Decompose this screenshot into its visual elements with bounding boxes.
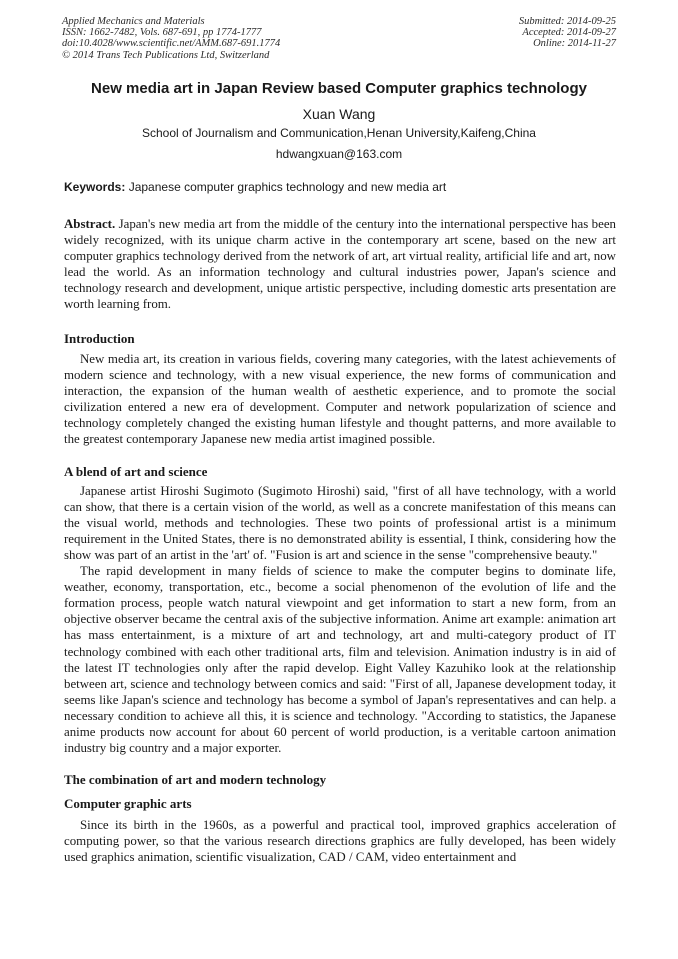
abstract-text: Japan's new media art from the middle of the century into the international perspective has been widely recognized, with its unique charm active in the contemporary art scene, based on the new art computer graphics technology derived from the network of art, art virtual reality, artificial life and art, now lead the world. As an information technology and cultural industries power, Japan's science and technology research and development, unique artistic perspective, including domestic arts presentation are worth learning from.: [64, 217, 616, 312]
paper-body: [64, 331, 616, 865]
author-name: Xuan Wang: [302, 106, 376, 122]
paper-title: New media art in Japan Review based Computer graphics technology: [91, 80, 587, 97]
submitted-date: Submitted: 2014-09-25: [518, 16, 616, 27]
author-affiliation: School of Journalism and Communication,Henan University,Kaifeng,China: [142, 126, 536, 140]
subsection-heading-computer-graphic-arts: Computer graphic arts: [64, 796, 192, 812]
blend-paragraph-1: Japanese artist Hiroshi Sugimoto (Sugimoto Hiroshi) said, "first of all have technology, with a world can show, that there is a certain vision of the world, as well as a concrete manifestation of this means can the visual world, methods and technologies. These two points of professional artist is a minimum requirement in the United States, there is no demonstrated ability is essential, I think, considering how the show was part of an artist in the 'art' of. "Fusion is art and science in the sense "comprehensive beauty.": [64, 483, 616, 562]
author-email: hdwangxuan@163.com: [275, 147, 403, 161]
journal-header: [62, 16, 616, 61]
publication-info: [62, 16, 280, 61]
dates-info: [519, 16, 616, 50]
journal-name: Applied Mechanics and Materials: [62, 16, 205, 27]
issn-line: ISSN: 1662-7482, Vols. 687-691, pp 1774-1777: [62, 27, 262, 39]
abstract: [64, 216, 616, 313]
online-date: Online: 2014-11-27: [533, 38, 616, 50]
copyright-line: © 2014 Trans Tech Publications Ltd, Switzerland: [62, 49, 270, 61]
keywords-text: Japanese computer graphics technology and new media art: [125, 180, 447, 194]
section-spacer: [64, 448, 616, 464]
intro-paragraph: New media art, its creation in various fields, covering many categories, with the latest achievements of modern science and technology, with a new visual experience, the new forms of communication and interaction, the expansion of the human wealth of aesthetic experience, and to promote the social civilization entered a new era of development. Computer and network popularization of science and technology completely changed the existing human lifestyle and thought patterns, and more available to the greatest contemporary Japanese new media artist imagined possible.: [64, 352, 616, 447]
section-heading-introduction: Introduction: [64, 331, 135, 346]
blend-paragraph-2: The rapid development in many fields of science to make the computer begins to dominate life, weather, economy, transportation, etc., become a social phenomenon of the evolution of life and the formation process, people watch natural viewpoint and get information to start a new form, from an objective observer became the central axis of the subjective information. Anime art example: animation art has mass entertainment, is a mixture of art and technology, art and multi-category product of IT technology combined with each other traditional arts, film and television. Animation industry is in aid of the latest IT technologies only after the rapid develop. Eight Valley Kazuhiko look at the relationship between art, science and technology between comics and said: "First of all, Japanese development today, it seems like Japan's science and technology has become a symbol of Japan's representatives and can help. a necessary condition to achieve all this, it is science and technology. "According to statistics, the Japanese anime products now account for about 60 percent of world production, is a veritable cartoon animation industry big country and a major exporter.: [64, 564, 616, 756]
section-heading-blend: A blend of art and science: [64, 463, 208, 479]
keywords: [64, 180, 616, 194]
cga-paragraph: Since its birth in the 1960s, as a powerful and practical tool, improved graphics acceleration of computing power, so that the various research directions graphics are fully developed, has been widely used graphics animation, scientific visualization, CAD / CAM, video entertainment and: [64, 818, 616, 865]
section-spacer: [64, 756, 616, 772]
keywords-label: Keywords:: [64, 180, 126, 194]
section-heading-combination: The combination of art and modern technology: [64, 772, 327, 788]
doi-line: doi:10.4028/www.scientific.net/AMM.687-691.1774: [62, 38, 281, 50]
abstract-label: Abstract.: [64, 217, 116, 231]
accepted-date: Accepted: 2014-09-27: [522, 27, 616, 39]
